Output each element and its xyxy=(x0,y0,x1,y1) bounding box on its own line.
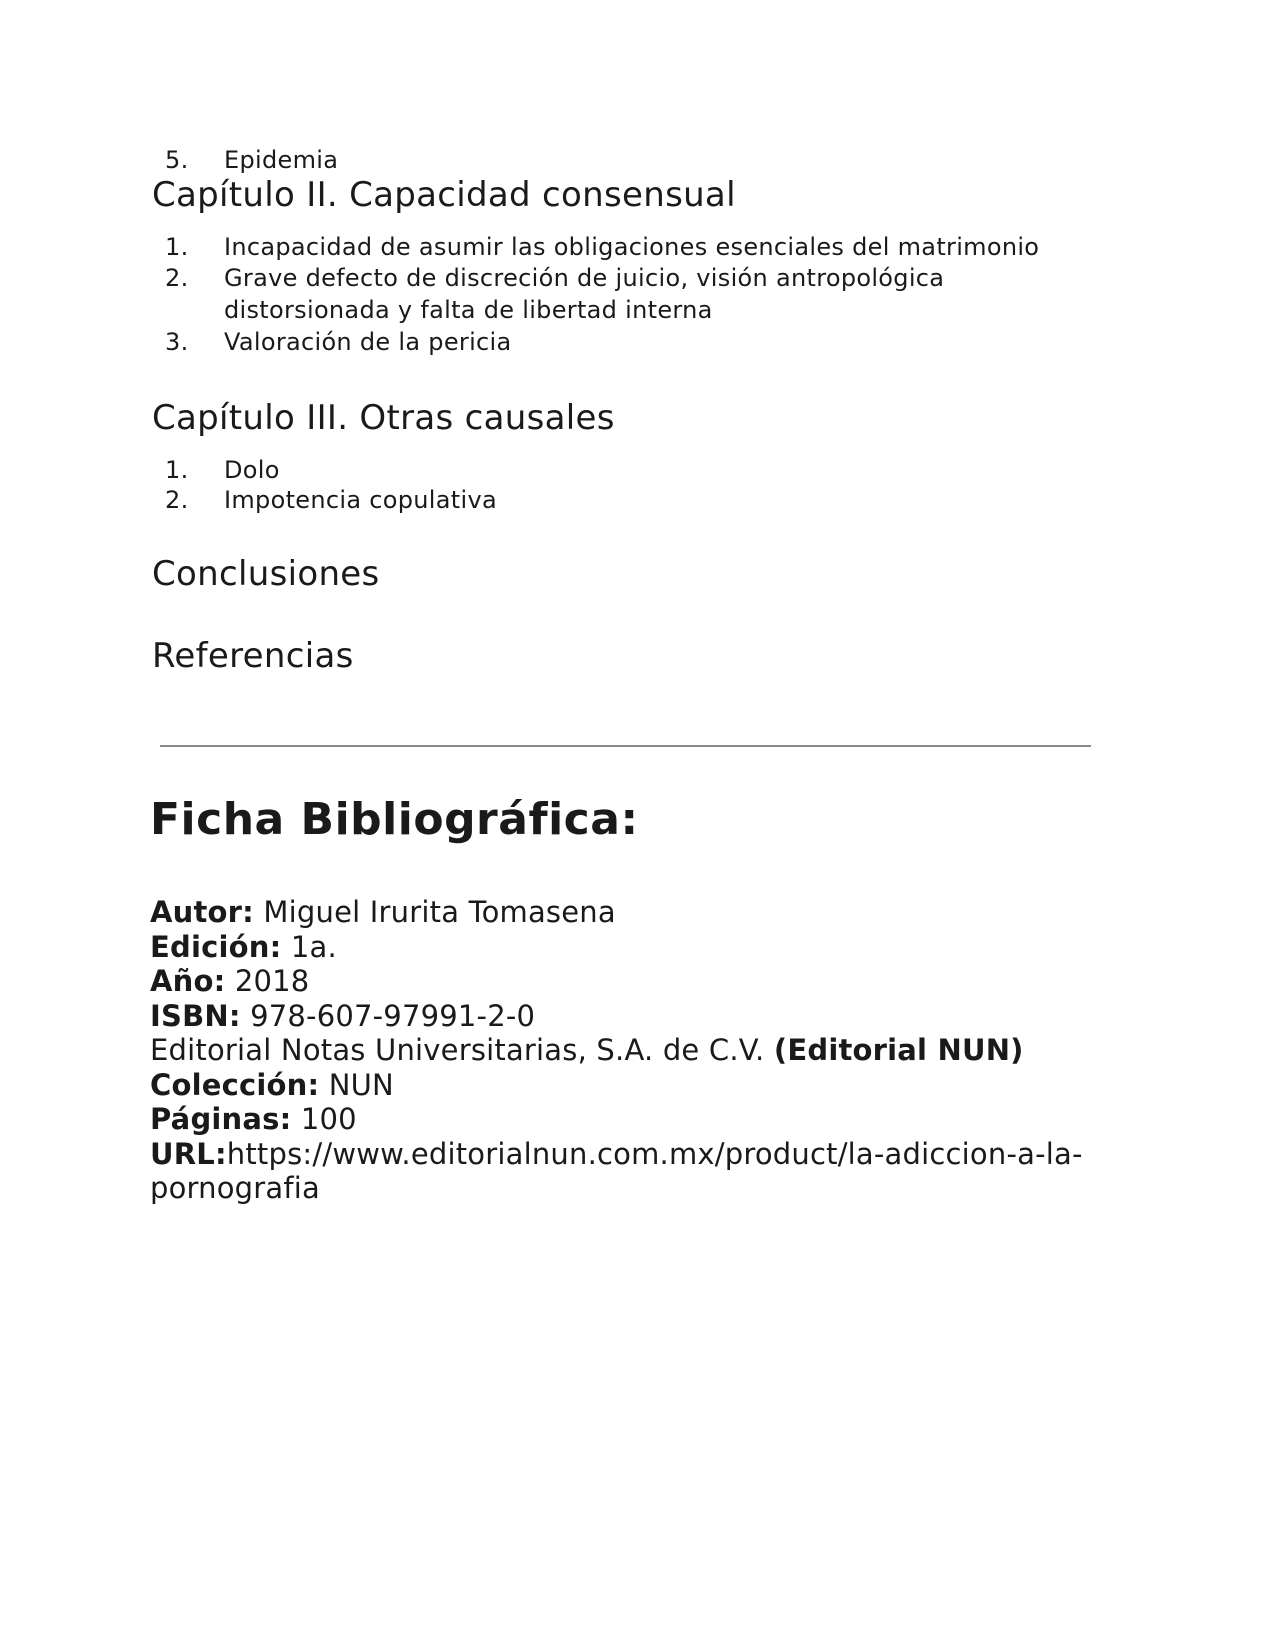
toc-item-label: Incapacidad de asumir las obligaciones esenciales del matrimonio xyxy=(224,233,1040,261)
ficha-title: Ficha Bibliográfica: xyxy=(150,794,639,845)
paginas-label: Páginas: xyxy=(150,1102,292,1136)
toc-item-label: Dolo xyxy=(224,456,280,484)
edicion-label: Edición: xyxy=(150,929,282,964)
ficha-edicion xyxy=(150,930,1100,965)
chapter-2-heading: Capítulo II. Capacidad consensual xyxy=(152,175,736,215)
isbn-value: 978-607-97991-2-0 xyxy=(240,998,536,1033)
conclusiones-heading: Conclusiones xyxy=(152,554,380,594)
toc-item-label: Impotencia copulativa xyxy=(224,486,497,514)
anio-value: 2018 xyxy=(225,964,310,998)
url-label: URL: xyxy=(150,1136,227,1171)
toc-item-label: Epidemia xyxy=(224,146,339,174)
horizontal-divider xyxy=(160,745,1091,747)
toc-item-label-line1: Grave defecto de discreción de juicio, visión antropológica xyxy=(224,264,945,292)
chapter-3-heading: Capítulo III. Otras causales xyxy=(152,398,615,438)
toc-item-number: 2. xyxy=(165,486,189,514)
autor-label: Autor: xyxy=(150,895,254,929)
editorial-value: Editorial Notas Universitarias, S.A. de C.V. xyxy=(150,1033,774,1067)
isbn-label: ISBN: xyxy=(150,998,241,1033)
ficha-isbn xyxy=(150,999,1100,1034)
autor-value: Miguel Irurita Tomasena xyxy=(253,895,616,929)
paginas-value: 100 xyxy=(291,1102,357,1136)
toc-item-number: 5. xyxy=(165,146,189,174)
toc-item-label-line2: distorsionada y falta de libertad interna xyxy=(224,296,713,324)
toc-item-number: 1. xyxy=(165,456,189,484)
ficha-paginas xyxy=(150,1102,1100,1137)
edicion-value: 1a. xyxy=(281,929,337,964)
ficha-anio xyxy=(150,964,1100,999)
toc-item-number: 2. xyxy=(165,264,189,292)
editorial-label: (Editorial NUN) xyxy=(773,1033,1024,1067)
ficha-url xyxy=(150,1137,1100,1206)
ficha-editorial xyxy=(150,1033,1100,1068)
toc-item-number: 1. xyxy=(165,233,189,261)
toc-item-number: 3. xyxy=(165,328,189,356)
anio-label: Año: xyxy=(150,964,226,998)
toc-item-label: Valoración de la pericia xyxy=(224,328,512,356)
ficha-details xyxy=(150,895,1100,1206)
ficha-autor xyxy=(150,895,1100,930)
url-value[interactable]: https://www.editorialnun.com.mx/product/la-adiccion-a-la-pornografia xyxy=(150,1136,1083,1205)
ficha-coleccion xyxy=(150,1068,1100,1103)
coleccion-label: Colección: xyxy=(150,1067,320,1102)
referencias-heading: Referencias xyxy=(152,636,354,676)
coleccion-value: NUN xyxy=(319,1067,394,1102)
